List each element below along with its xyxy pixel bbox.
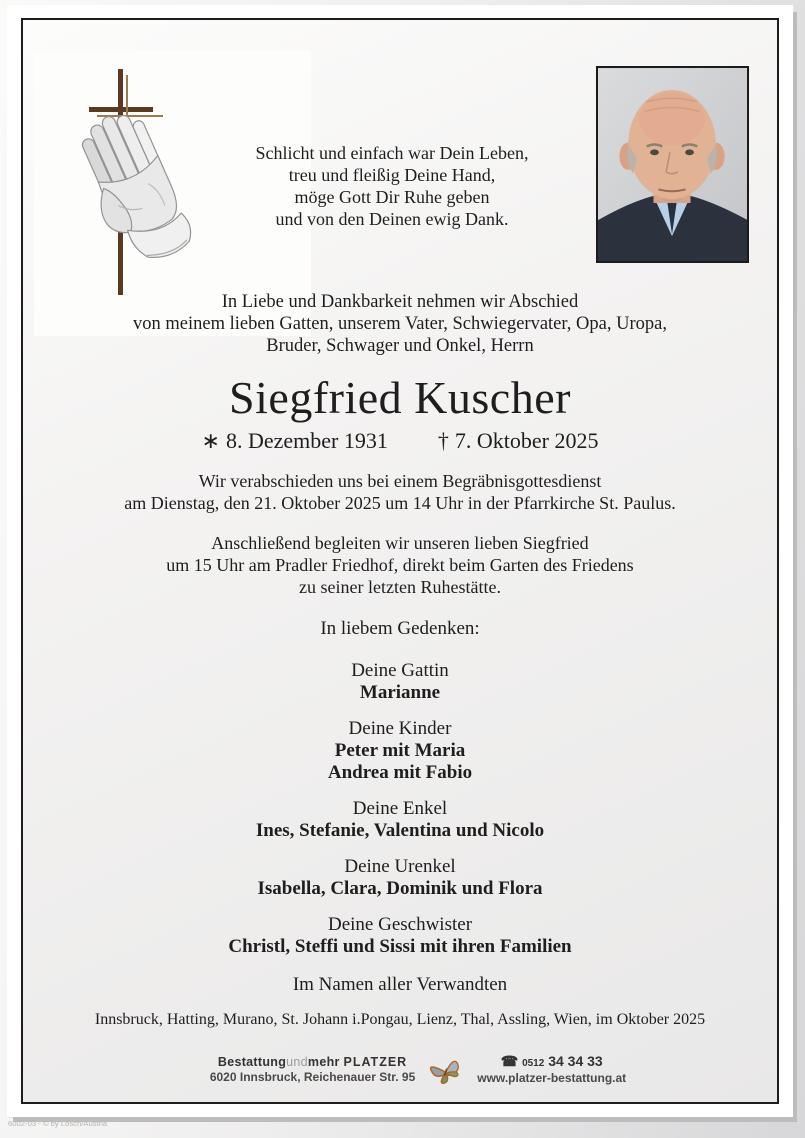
mourner-names: Christl, Steffi und Sissi mit ihren Familien xyxy=(228,936,572,957)
mourner-group-great-grandchildren xyxy=(23,856,777,900)
service-line: Wir verabschieden uns bei einem Begräbnisgottesdienst xyxy=(198,471,602,491)
brand-part: mehr xyxy=(307,1055,340,1069)
birth-date xyxy=(202,428,388,454)
remembrance-heading: In liebem Gedenken: xyxy=(320,618,480,639)
birth-star-icon: ∗ xyxy=(201,428,220,453)
life-dates xyxy=(23,428,777,454)
death-cross-icon: † xyxy=(437,428,449,453)
phone-line xyxy=(477,1054,626,1071)
website-url: www.platzer-bestattung.at xyxy=(477,1071,627,1085)
mourner-names: Andrea mit Fabio xyxy=(327,762,473,783)
funeral-home-brand xyxy=(210,1055,415,1070)
brand-name: PLATZER xyxy=(343,1055,408,1069)
poem-line: treu und fleißig Deine Hand, xyxy=(288,165,496,185)
mourner-relation: Deine Enkel xyxy=(352,798,448,819)
burial-line: um 15 Uhr am Pradler Friedhof, direkt beim Garten des Friedens xyxy=(166,555,634,575)
burial-line: Anschließend begleiten wir unseren lieben Siegfried xyxy=(211,533,589,553)
phone-area-code: 0512 xyxy=(522,1058,545,1069)
intro-line: von meinem lieben Gatten, unserem Vater, Schwiegervater, Opa, Uropa, xyxy=(133,314,667,334)
burial-line: zu seiner letzten Ruhestätte. xyxy=(299,577,501,597)
mourner-relation: Deine Kinder xyxy=(348,718,452,739)
mourner-names: Peter mit Maria xyxy=(334,740,466,761)
phone-number: 34 34 33 xyxy=(548,1053,603,1069)
mourner-relation: Deine Gattin xyxy=(351,660,449,681)
mourner-names: Isabella, Clara, Dominik und Flora xyxy=(257,878,543,899)
funeral-home-footer xyxy=(41,1054,795,1086)
mourner-names: Ines, Stefanie, Valentina und Nicolo xyxy=(255,820,545,841)
funeral-home-identity xyxy=(210,1055,415,1085)
mourner-relation: Deine Geschwister xyxy=(327,914,473,935)
poem-line: und von den Deinen ewig Dank. xyxy=(275,209,509,229)
brand-part: und xyxy=(286,1055,308,1069)
funeral-home-contact xyxy=(477,1054,626,1086)
brand-part: Bestattung xyxy=(217,1055,287,1069)
birth-date-text: 8. Dezember 1931 xyxy=(225,428,388,453)
mourner-group-grandchildren xyxy=(23,798,777,842)
phone-icon: ☎ xyxy=(500,1053,519,1069)
burial-paragraph xyxy=(23,532,777,598)
funeral-home-address: 6020 Innsbruck, Reichenauer Str. 95 xyxy=(209,1070,416,1084)
poem xyxy=(15,142,769,230)
poem-line: Schlicht und einfach war Dein Leben, xyxy=(255,143,529,163)
printer-copyright: 6002-03 - © by Lösch/Austria xyxy=(8,1119,108,1128)
intro-line: In Liebe und Dankbarkeit nehmen wir Abschied xyxy=(221,292,579,312)
obituary-body xyxy=(23,291,777,1086)
mourner-group-siblings xyxy=(23,914,777,958)
memorial-card xyxy=(7,5,793,1117)
intro-paragraph xyxy=(23,291,777,357)
death-date xyxy=(438,428,599,454)
mourner-relation: Deine Urenkel xyxy=(344,856,456,877)
mourner-group-wife xyxy=(23,660,777,704)
intro-line: Bruder, Schwager und Onkel, Herrn xyxy=(266,336,534,356)
memorial-card-border xyxy=(21,18,779,1104)
deceased-name: Siegfried Kuscher xyxy=(229,372,571,423)
death-date-text: 7. Oktober 2025 xyxy=(454,428,599,453)
mourner-group-children xyxy=(23,718,777,784)
closing-line: Im Namen aller Verwandten xyxy=(292,974,508,995)
places-date-line: Innsbruck, Hatting, Murano, St. Johann i.Pongau, Lienz, Thal, Assling, Wien, im Oktober 2025 xyxy=(94,1011,706,1028)
butterfly-icon xyxy=(428,1055,464,1085)
service-line: am Dienstag, den 21. Oktober 2025 um 14 Uhr in der Pfarrkirche St. Paulus. xyxy=(124,493,676,513)
poem-line: möge Gott Dir Ruhe geben xyxy=(294,187,490,207)
mourner-names: Marianne xyxy=(359,682,441,703)
service-paragraph xyxy=(23,470,777,514)
